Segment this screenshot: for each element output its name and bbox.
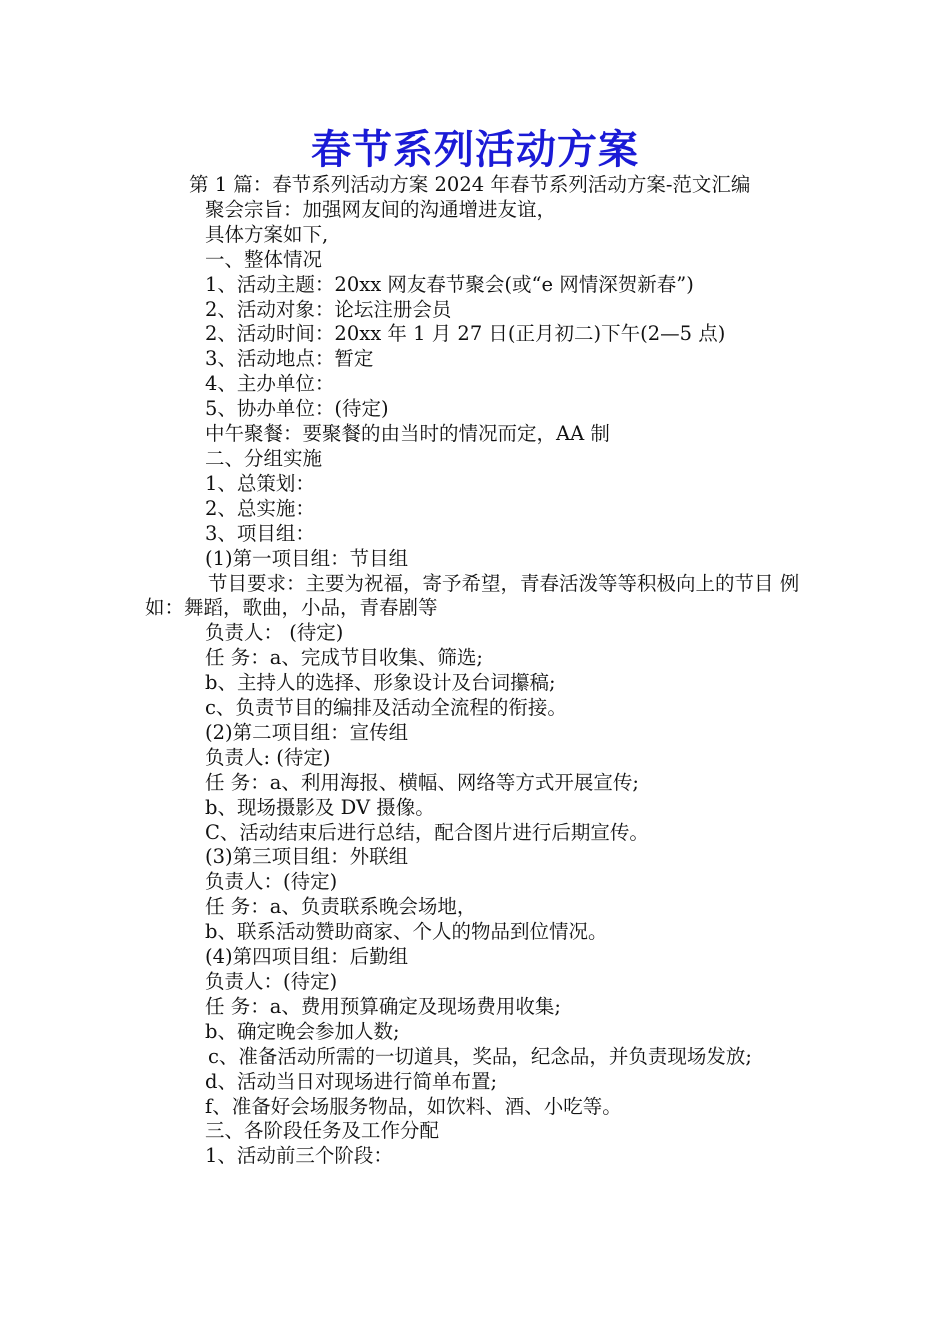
document-line: b、现场摄影及 DV 摄像。 — [205, 795, 435, 819]
document-line: 2、总实施： — [205, 496, 315, 520]
document-line: f、准备好会场服务物品，如饮料、酒、小吃等。 — [205, 1094, 622, 1118]
document-line: 2、活动时间：20xx 年 1 月 27 日(正月初二)下午(2—5 点) — [205, 322, 726, 346]
document-line: (4)第四项目组：后勤组 — [205, 945, 409, 969]
document-line: C、活动结束后进行总结，配合图片进行后期宣传。 — [205, 820, 649, 844]
document-line: 任 务：a、利用海报、横幅、网络等方式开展宣传; — [205, 770, 639, 794]
document-line: 负责人：(待定) — [205, 970, 338, 993]
document-line: 二、分组实施 — [205, 446, 323, 470]
program-requirements-paragraph: 节目要求：主要为祝福，寄予希望，青春活泼等等积极向上的节目 例如：舞蹈，歌曲，小品，青春剧等 — [145, 571, 800, 620]
document-line: 1、活动前三个阶段： — [205, 1144, 393, 1168]
document-line: 负责人: (待定) — [205, 745, 331, 769]
document-line: 聚会宗旨：加强网友间的沟通增进友谊， — [205, 197, 557, 221]
document-line: 负责人：(待定) — [205, 870, 338, 894]
intro-paragraph: 第 1 篇：春节系列活动方案 2024 年春节系列活动方案-范文汇编 — [189, 173, 751, 196]
document-line: 1、总策划： — [205, 471, 315, 495]
paragraph-group-1 — [145, 198, 810, 572]
document-line: 任 务：a、费用预算确定及现场费用收集; — [205, 994, 561, 1018]
document-line: b、主持人的选择、形象设计及台词攥稿; — [205, 671, 556, 695]
paragraph-group-3 — [145, 1070, 810, 1170]
document-line: d、活动当日对现场进行简单布置; — [205, 1069, 498, 1093]
document-line: 2、活动对象：论坛注册会员 — [205, 297, 452, 321]
document-line: (1)第一项目组：节目组 — [205, 546, 409, 570]
document-line: 1、活动主题：20xx 网友春节聚会(或“e 网情深贺新春”) — [205, 272, 694, 296]
document-line: 三、各阶段任务及工作分配 — [205, 1119, 440, 1143]
logistics-preparation-paragraph: c、准备活动所需的一切道具，奖品，纪念品，并负责现场发放; — [208, 1044, 752, 1068]
document-line: 具体方案如下, — [205, 222, 329, 246]
document-line: 任 务：a、完成节目收集、筛选; — [205, 646, 483, 670]
document-line: 4、主办单位： — [205, 372, 335, 396]
document-line: 一、整体情况 — [205, 247, 323, 271]
document-line: 任 务：a、负责联系晚会场地， — [205, 895, 477, 919]
document-line: b、联系活动赞助商家、个人的物品到位情况。 — [205, 920, 608, 944]
document-line: 5、协办单位：(待定) — [205, 397, 389, 421]
document-line: (2)第二项目组：宣传组 — [205, 720, 409, 744]
paragraph-group-2 — [145, 621, 810, 1044]
document-line: 中午聚餐：要聚餐的由当时的情况而定，AA 制 — [205, 422, 610, 446]
document-line: 3、活动地点：暂定 — [205, 347, 374, 371]
document-line: 3、项目组： — [205, 521, 315, 545]
document-line: c、负责节目的编排及活动全流程的衔接。 — [205, 696, 567, 720]
document-body — [145, 173, 810, 1169]
document-line: b、确定晚会参加人数; — [205, 1019, 400, 1043]
document-title: 春节系列活动方案 — [311, 127, 639, 173]
document-line: (3)第三项目组：外联组 — [205, 845, 409, 869]
document-line: 负责人： (待定) — [205, 621, 344, 645]
